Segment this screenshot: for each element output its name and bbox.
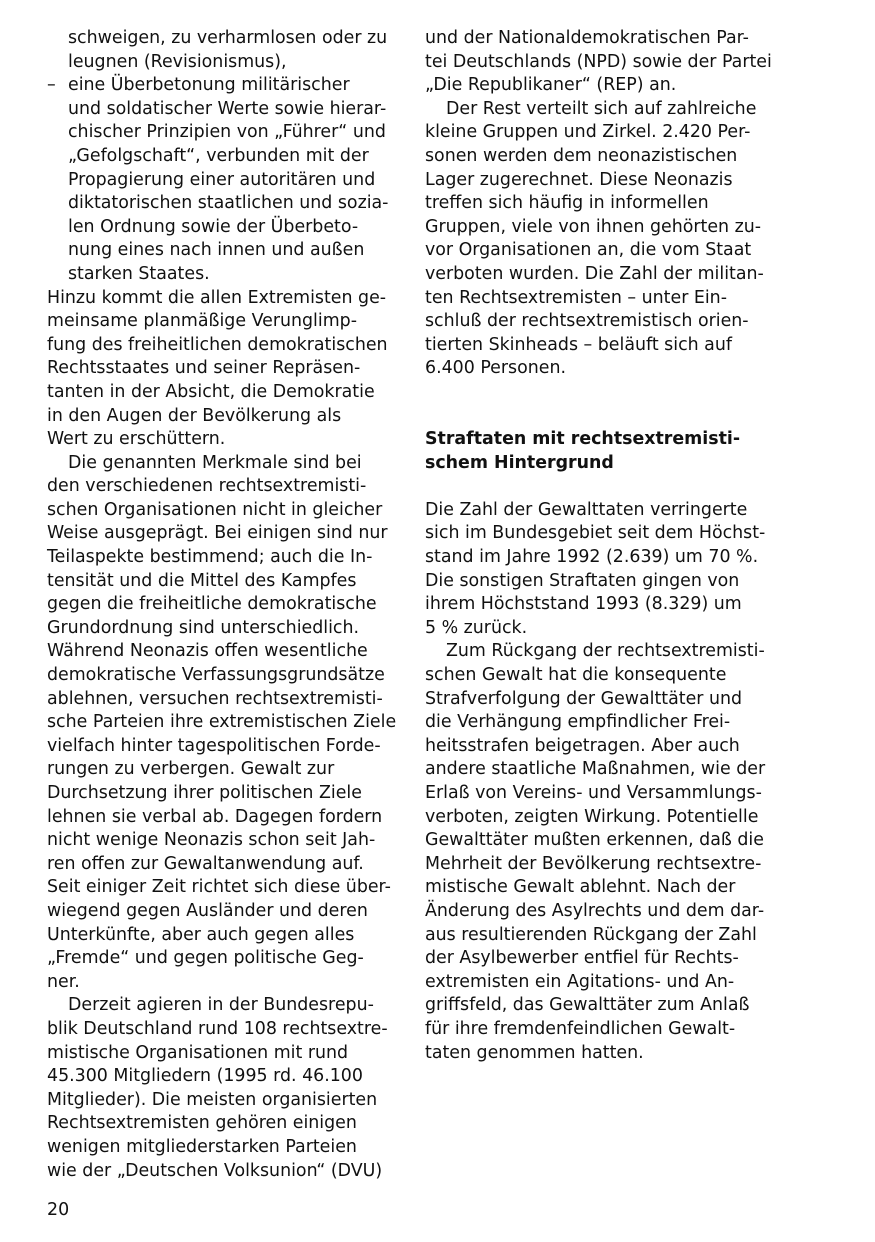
- left-column: [47, 27, 397, 1183]
- text-line: vielfach hinter tagespolitischen Forde-: [47, 735, 381, 756]
- text-line: stand im Jahre 1992 (2.639) um 70 %.: [425, 547, 759, 568]
- text-line: wie der „Deutschen Volksunion“ (DVU): [47, 1160, 383, 1181]
- text-line: „Gefolgschaft“, verbunden mit der: [68, 145, 369, 166]
- text-line: schen Organisationen nicht in gleicher: [47, 499, 383, 520]
- text-line: Gewalttäter mußten erkennen, daß die: [425, 830, 764, 851]
- spacer: [425, 475, 770, 499]
- text-line: sich im Bundesgebiet seit dem Höchst-: [425, 523, 766, 544]
- text-line: für ihre fremdenfeindlichen Gewalt-: [425, 1018, 736, 1039]
- text-line: Mitglieder). Die meisten organisierten: [47, 1089, 378, 1110]
- spacer: [425, 405, 770, 429]
- text-line: ablehnen, versuchen rechtsextremisti-: [47, 688, 383, 709]
- text-line: vor Organisationen an, die vom Staat: [425, 240, 752, 261]
- text-line: tanten in der Absicht, die Demokratie: [47, 381, 375, 402]
- text-line: meinsame planmäßige Verunglimp-: [47, 311, 357, 332]
- text-line: Grundordnung sind unterschiedlich.: [47, 617, 360, 638]
- text-line: Rechtsextremisten gehören einigen: [47, 1113, 357, 1134]
- text-line: 45.300 Mitgliedern (1995 rd. 46.100: [47, 1066, 363, 1087]
- text-line: Unterkünfte, aber auch gegen alles: [47, 924, 355, 945]
- text-line: und soldatischer Werte sowie hierar-: [68, 98, 387, 119]
- text-line: verboten wurden. Die Zahl der militan-: [425, 263, 764, 284]
- right-column: [425, 27, 770, 1065]
- text-line: andere staatliche Maßnahmen, wie der: [425, 759, 766, 780]
- text-line: „Fremde“ und gegen politische Geg-: [47, 948, 364, 969]
- text-line: tensität und die Mittel des Kampfes: [47, 570, 357, 591]
- text-line: Durchsetzung ihrer politischen Ziele: [47, 783, 362, 803]
- text-line: starken Staates.: [68, 263, 210, 284]
- text-line: mistische Gewalt ablehnt. Nach der: [425, 877, 736, 898]
- text-line: ten Rechtsextremisten – unter Ein-: [425, 287, 727, 308]
- text-line: der Asylbewerber entfiel für Rechts-: [425, 948, 739, 969]
- text-line: blik Deutschland rund 108 rechtsextre-: [47, 1018, 388, 1039]
- text-line: ren offen zur Gewaltanwendung auf.: [47, 853, 364, 874]
- text-line: lehnen sie verbal ab. Dagegen fordern: [47, 806, 383, 827]
- bullet-text: eine Überbetonung militärischer: [68, 75, 350, 96]
- text-line: „Die Republikaner“ (REP) an.: [425, 75, 677, 96]
- text-line: Hinzu kommt die allen Extremisten ge-: [47, 287, 387, 308]
- text-line: Seit einiger Zeit richtet sich diese über-: [47, 877, 391, 898]
- bullet-line: [47, 74, 392, 98]
- text-line: und der Nationaldemokratischen Par-: [425, 28, 749, 48]
- text-line: diktatorischen staatlichen und sozia-: [68, 193, 389, 214]
- text-line: gegen die freiheitliche demokratische: [47, 594, 377, 615]
- text-line: Rechtsstaates und seiner Repräsen-: [47, 358, 361, 379]
- text-line: Gruppen, viele von ihnen gehörten zu-: [425, 216, 762, 237]
- text-line: len Ordnung sowie der Überbeto-: [68, 216, 359, 237]
- text-line: schen Gewalt hat die konsequente: [425, 665, 727, 686]
- text-line: 6.400 Personen.: [425, 358, 567, 379]
- text-line: Propagierung einer autoritären und: [68, 169, 376, 190]
- text-line: extremisten ein Agitations- und An-: [425, 971, 735, 992]
- text-line: tei Deutschlands (NPD) sowie der Partei: [425, 51, 772, 72]
- text-line: treffen sich häufig in informellen: [425, 193, 709, 214]
- text-line: kleine Gruppen und Zirkel. 2.420 Per-: [425, 122, 751, 143]
- text-line: Derzeit agieren in der Bundesrepu-: [68, 995, 374, 1016]
- text-line: verboten, zeigten Wirkung. Potentielle: [425, 806, 759, 827]
- text-line: griffsfeld, das Gewalttäter zum Anlaß: [425, 995, 750, 1016]
- text-line: Wert zu erschüttern.: [47, 429, 226, 450]
- text-line: Der Rest verteilt sich auf zahlreiche: [446, 98, 757, 119]
- text-line: ner.: [47, 971, 80, 992]
- text-line: aus resultierenden Rückgang der Zahl: [425, 924, 757, 945]
- text-line: Weise ausgeprägt. Bei einigen sind nur: [47, 523, 388, 544]
- text-line: chischer Prinzipien von „Führer“ und: [68, 122, 386, 143]
- text-line: taten genommen hatten.: [425, 1042, 644, 1063]
- spacer: [425, 381, 770, 405]
- section-heading-line: Straftaten mit rechtsextremisti-: [425, 429, 741, 450]
- bullet-dash: –: [47, 75, 56, 96]
- text-line: sche Parteien ihre extremistischen Ziele: [47, 712, 397, 733]
- text-line: den verschiedenen rechtsextremisti-: [47, 476, 367, 497]
- section-heading-line: schem Hintergrund: [425, 452, 614, 473]
- text-line: ihrem Höchststand 1993 (8.329) um: [425, 594, 742, 615]
- text-line: fung des freiheitlichen demokratischen: [47, 334, 388, 355]
- text-line: die Verhängung empfindlicher Frei-: [425, 712, 731, 733]
- page-number: 20: [47, 1200, 70, 1220]
- text-line: schweigen, zu verharmlosen oder zu: [68, 28, 388, 48]
- text-line: wiegend gegen Ausländer und deren: [47, 900, 368, 921]
- text-line: Die sonstigen Straftaten gingen von: [425, 570, 740, 591]
- text-line: Mehrheit der Bevölkerung rechtsextre-: [425, 853, 762, 874]
- text-line: Teilaspekte bestimmend; auch die In-: [47, 547, 373, 568]
- text-line: heitsstrafen beigetragen. Aber auch: [425, 735, 740, 756]
- text-line: sonen werden dem neonazistischen: [425, 145, 738, 166]
- text-line: Lager zugerechnet. Diese Neonazis: [425, 169, 733, 190]
- text-line: in den Augen der Bevölkerung als: [47, 405, 342, 426]
- text-line: 5 % zurück.: [425, 617, 528, 638]
- text-line: nung eines nach innen und außen: [68, 240, 365, 261]
- text-line: rungen zu verbergen. Gewalt zur: [47, 759, 335, 780]
- text-line: Die Zahl der Gewalttaten verringerte: [425, 499, 748, 520]
- text-line: mistische Organisationen mit rund: [47, 1042, 349, 1063]
- text-line: Zum Rückgang der rechtsextremisti-: [446, 641, 765, 662]
- text-line: nicht wenige Neonazis schon seit Jah-: [47, 830, 376, 851]
- text-line: tierten Skinheads – beläuft sich auf: [425, 334, 732, 355]
- text-line: Während Neonazis offen wesentliche: [47, 641, 368, 662]
- text-line: Strafverfolgung der Gewalttäter und: [425, 688, 743, 709]
- text-line: schluß der rechtsextremistisch orien-: [425, 311, 749, 332]
- text-line: Änderung des Asylrechts und dem dar-: [425, 900, 765, 921]
- text-line: demokratische Verfassungsgrundsätze: [47, 665, 385, 686]
- text-line: Die genannten Merkmale sind bei: [68, 452, 362, 473]
- text-line: leugnen (Revisionismus),: [68, 51, 287, 72]
- text-line: wenigen mitgliederstarken Parteien: [47, 1136, 357, 1157]
- text-line: Erlaß von Vereins- und Versammlungs-: [425, 783, 762, 803]
